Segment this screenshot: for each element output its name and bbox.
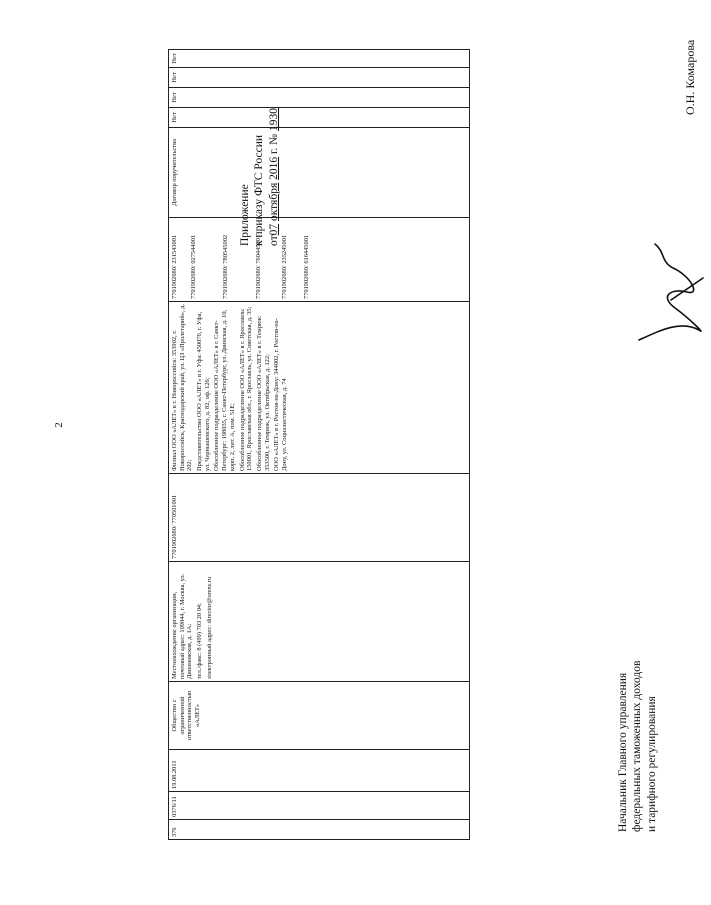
branch-item: Представительство ООО «АЛЕТ» в г. Уфа: 450076, г. Уфа, ул. Чернышевского, д. 82, оф. 126; [196, 311, 211, 471]
row-index: 376 [169, 820, 470, 840]
chief-line-1: Начальник Главного управления [617, 672, 629, 832]
branch-item: ООО «АЛЕТ» в г. Ростов-на-Дону: 344002, г. Ростов-на-Дону, ул. Социалистическая, д. 74 [273, 318, 288, 471]
location-address: Местонахождение организации, почтовый адрес: 109044, г. Москва, ул. Динамовская, д. 1А; [171, 573, 194, 679]
chief-line-2: федеральных таможенных доходов [631, 660, 644, 832]
chief-title [616, 532, 659, 832]
reg-date: 19.08.2011 [169, 750, 470, 792]
branch-inn: 7701902680/ 780545002 [222, 234, 230, 299]
phone: тел./факс: 8 (499) 703 20 04; [196, 603, 204, 679]
branch-item: Филиал ООО «АЛЕТ» в г. Новороссийск: 353902, г. Новороссийск, Краснодарский край, ул. ЦЗ «Пролетарий», д. 202; [171, 304, 194, 471]
rotated-sheet [168, 0, 697, 860]
flag-cell: Нет [169, 50, 470, 68]
chief-line-3: и тарифного регулирования [645, 696, 658, 832]
branch-inn: 7701902680/ 231543001 [171, 234, 178, 299]
signer-name: О.Н. Комарова [683, 39, 697, 115]
flag-cell: Нет [169, 68, 470, 88]
flag-cell: Нет [169, 108, 470, 128]
location-cell [169, 562, 470, 682]
date-day: 07 [267, 223, 280, 236]
security-type: Договор поручительства [169, 128, 470, 218]
branch-inn: 7701902680/ 616445001 [303, 234, 311, 299]
branch-item: Обособленное подразделение ООО «АЛЕТ» в г. Темрюк: 353500, г. Темрюк, ул. Октябрьская, д. 122; [255, 315, 271, 471]
number-label: № [267, 133, 280, 145]
branch-inn: 7701902680/ 027544001 [189, 234, 197, 299]
page-number: 2 [53, 422, 65, 428]
branch-inn-cell [169, 218, 470, 302]
inn-kpp: 7701902680/ 770501001 [169, 474, 470, 562]
date-year: 2016 [267, 156, 280, 180]
branches-cell [169, 302, 470, 474]
signature-image [631, 238, 711, 348]
year-suffix: г. [267, 147, 280, 154]
date-prefix: от [267, 235, 280, 246]
email: электронный адрес: director@orens.ru [205, 576, 213, 679]
appendix-title: Приложение [239, 184, 251, 246]
registry-table [168, 49, 470, 840]
date-month: октября [267, 182, 280, 221]
branch-item: Обособленное подразделение ООО «АЛЕТ» в г. Ярославль: 150001, Ярославская обл., г. Ярославль, ул. Советская, д. 35; [238, 306, 254, 471]
order-number: 1930 [267, 107, 280, 131]
table-row [169, 50, 470, 840]
branch-item: Обособленное подразделение ООО «АЛЕТ» в г. Санкт-Петербург: 198035, г. Санкт-Петербург, ул. Двинская, д. 10, корп. 2, лит. А, пом. 51Е; [213, 309, 236, 471]
reg-number: 0376/11 [169, 792, 470, 820]
flag-cell: Нет [169, 88, 470, 108]
appendix-order-ref: к приказу ФТС России [253, 135, 266, 246]
branch-inn: 7701902680/ 235245001 [280, 234, 288, 299]
org-name: Общество с ограниченной ответственностью «АЛЕТ» [169, 682, 470, 750]
branch-inn: 7701902680/ 760445001 [255, 234, 263, 299]
